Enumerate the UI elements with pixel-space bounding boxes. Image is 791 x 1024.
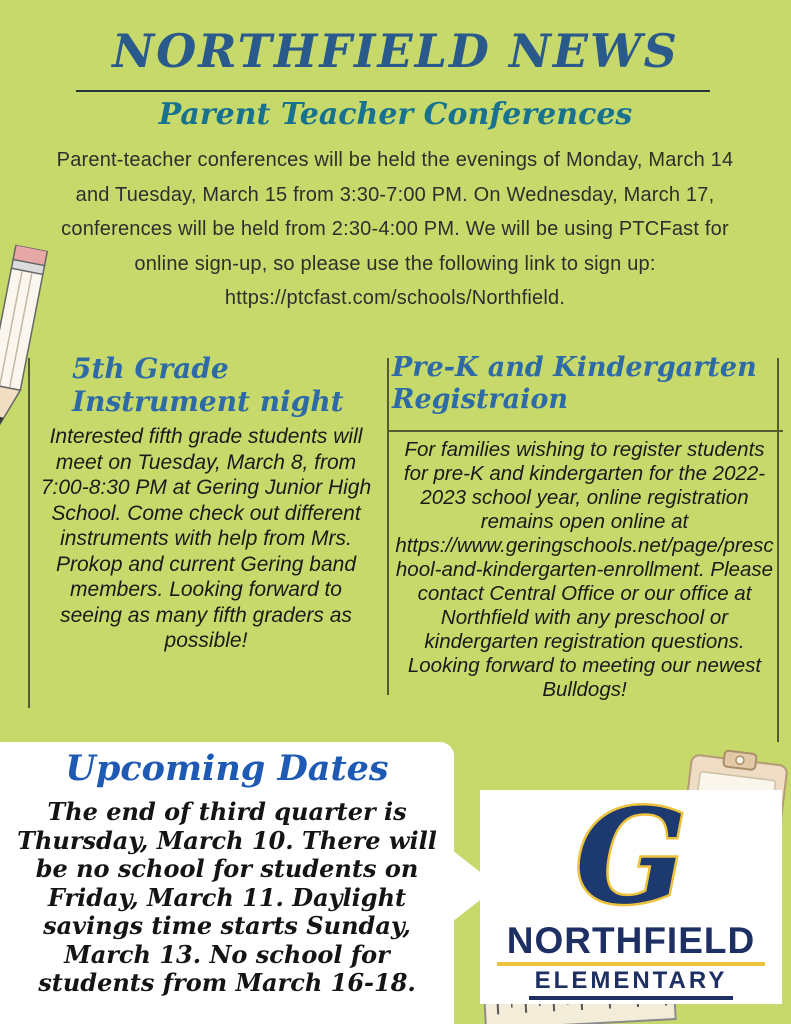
title-divider	[76, 90, 710, 92]
left-column-body: Interested fifth grade students will meet on Tuesday, March 8, from 7:00-8:30 PM at Gering Junior High School. Come check out different instruments with help from Mrs. Prokop and current Gering band members. Looking forward to seeing as many fifth graders as possible!	[40, 425, 372, 652]
right-column-body: For families wishing to register students for pre-K and kindergarten for the 2022-2023 school year, online registration remains open online at https://www.geringschools.net/page/preschool-and-kindergarten-enrollment. Please contact Central Office or our office at Northfield with any preschool or kindergarten registration questions. Looking forward to meeting our newest Bulldogs!	[395, 438, 774, 701]
right-column-heading: Pre-K and Kindergarten Registraion	[392, 352, 757, 415]
page-subtitle: Parent Teacher Conferences	[158, 97, 633, 132]
upcoming-dates-body: The end of third quarter is Thursday, March 10. There will be no school for students on Friday, March 11. Daylight savings time starts Sunday, March 13. No school for students from March 16-18.	[17, 797, 437, 997]
left-column-heading: 5th Grade Instrument night	[72, 352, 344, 419]
gering-g-logo	[546, 786, 716, 928]
right-heading-underline	[389, 430, 783, 432]
column-divider-line	[387, 358, 389, 695]
upcoming-dates-heading: Upcoming Dates	[65, 748, 389, 789]
logo-gold-bar	[497, 962, 765, 966]
pencil-icon	[0, 242, 62, 446]
school-type: ELEMENTARY	[529, 968, 734, 1000]
intro-paragraph: Parent-teacher conferences will be held the evenings of Monday, March 14 and Tuesday, March 15 from 3:30-7:00 PM. On Wednesday, March 17, conferences will be held from 2:30-4:00 PM. We will be using PTCFast for online sign-up, so please use the following link to sign up: https://ptcfast.com/schools/Northfield.	[56, 149, 734, 309]
school-name: NORTHFIELD	[506, 920, 756, 961]
svg-text:G: G	[575, 786, 687, 928]
page-title: NORTHFIELD NEWS	[112, 24, 679, 78]
logo-box	[480, 786, 782, 1004]
upcoming-dates-box	[0, 742, 454, 1024]
